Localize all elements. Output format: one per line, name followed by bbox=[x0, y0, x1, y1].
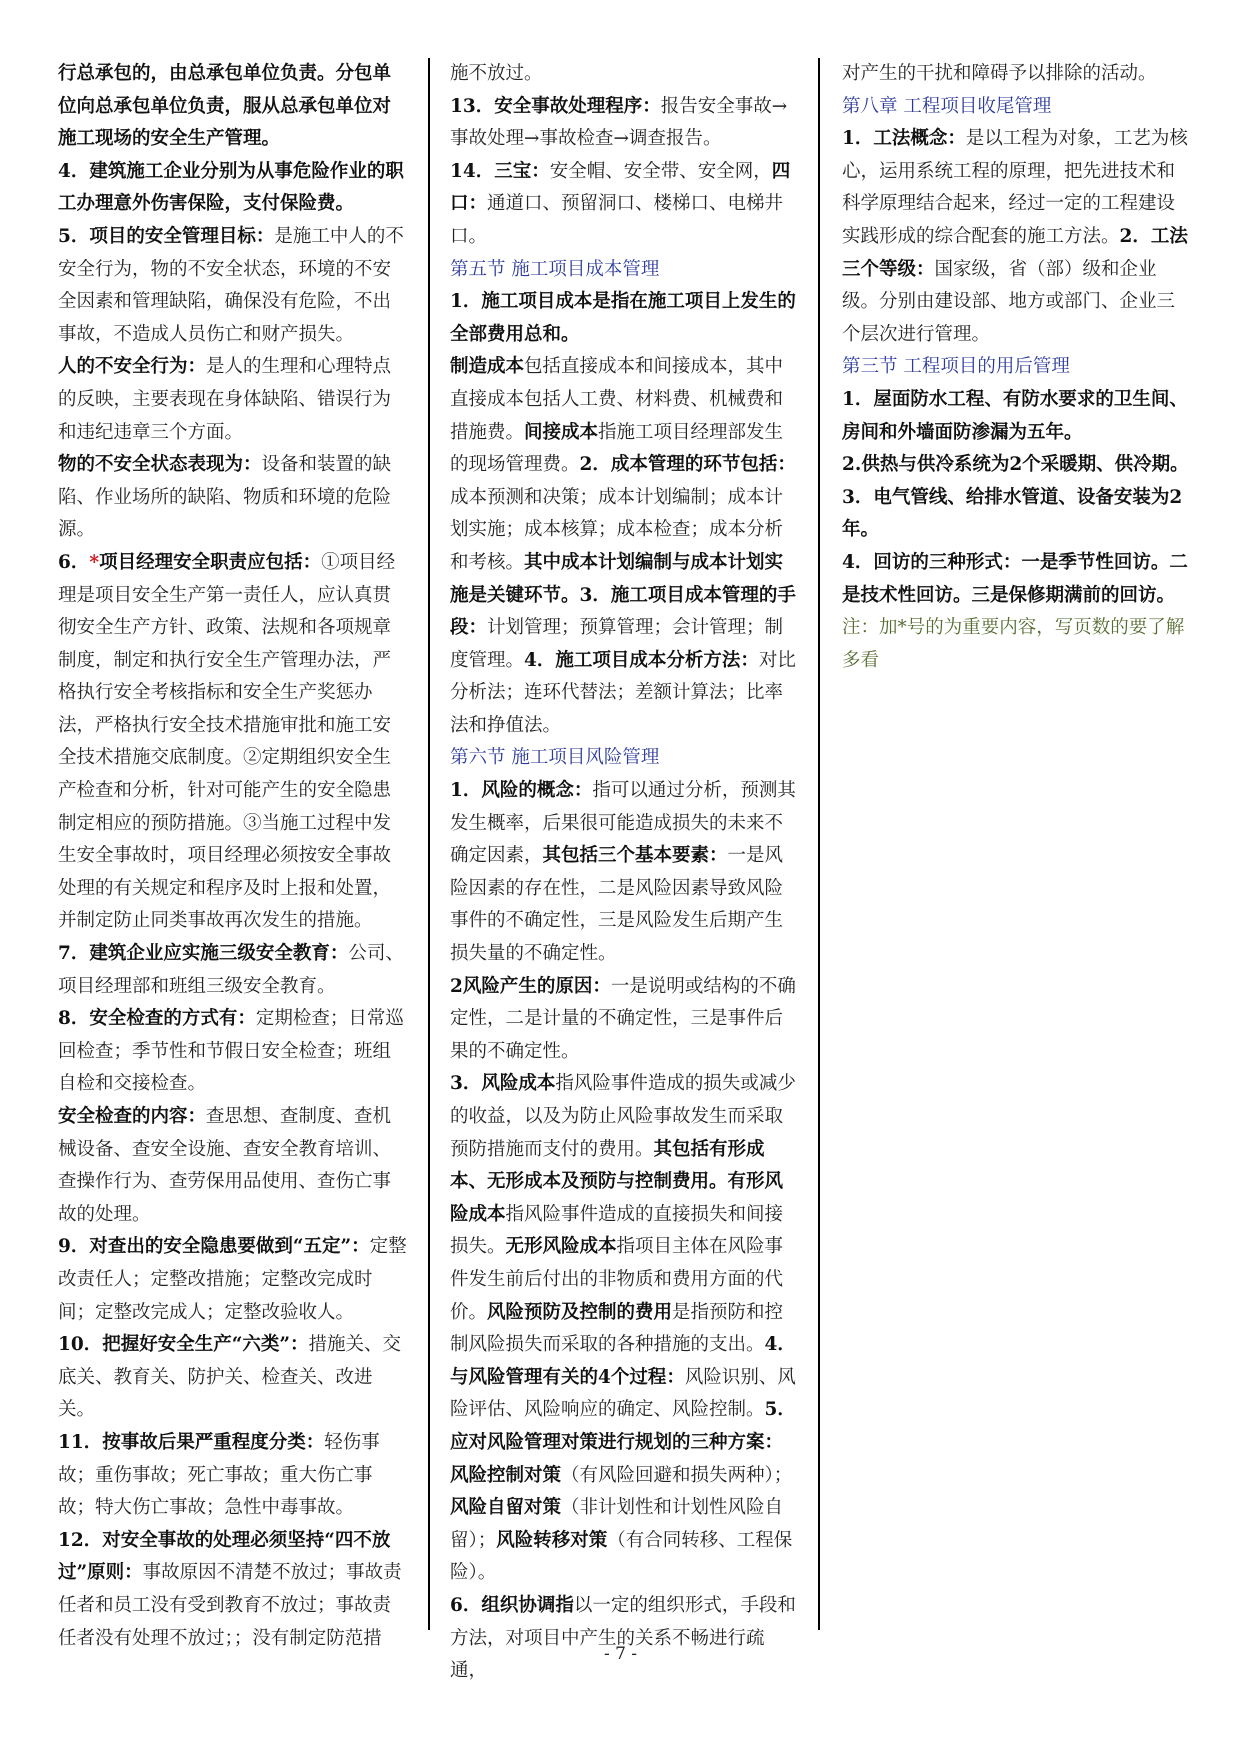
paragraph: 2风险产生的原因：一是说明或结构的不确定性，二是计量的不确定性，三是事件后果的不确定性。 bbox=[450, 975, 796, 1062]
paragraph: 8．安全检查的方式有：定期检查；日常巡回检查；季节性和节假日安全检查；班组自检和交接检查。 bbox=[58, 1008, 404, 1095]
paragraph: 2.供热与供冷系统为2个采暖期、供冷期。 bbox=[842, 454, 1189, 476]
paragraph: 4．建筑施工企业分别为从事危险作业的职工办理意外伤害保险，支付保险费。 bbox=[58, 160, 404, 215]
section-heading: 第六节 施工项目风险管理 bbox=[450, 747, 660, 769]
paragraph: 6．*项目经理安全职责应包括：①项目经理是项目安全生产第一责任人，应认真贯彻安全生产方针、政策、法规和各项规章制度，制定和执行安全生产管理办法，严格执行安全考核指标和安全生产奖惩办法，严格执行安全技术措施审批和施工安全技术措施交底制度。②定期组织安全生产检查和分析，针对可能产生的安全隐患制定相应的预防措施。③当施工过程中发生安全事故时，项目经理必须按安全事故处理的有关规定和程序及时上报和处置，并制定防止同类事故再次发生的措施。 bbox=[58, 551, 396, 932]
paragraph: 1．风险的概念：指可以通过分析，预测其发生概率，后果很可能造成损失的未来不确定因素，其包括三个基本要素：一是风险因素的存在性，二是风险因素导致风险事件的不确定性，三是风险发生后期产生损失量的不确定性。 bbox=[450, 780, 796, 965]
column-divider bbox=[818, 58, 820, 1630]
paragraph: 13．安全事故处理程序：报告安全事故→事故处理→事故检查→调查报告。 bbox=[450, 95, 788, 150]
paragraph: 1．屋面防水工程、有防水要求的卫生间、房间和外墙面防渗漏为五年。 bbox=[842, 388, 1188, 443]
paragraph: 安全检查的内容：查思想、查制度、查机械设备、查安全设施、查安全教育培训、查操作行为、查劳保用品使用、查伤亡事故的处理。 bbox=[58, 1106, 392, 1225]
paragraph: 3．电气管线、给排水管道、设备安装为2年。 bbox=[842, 486, 1183, 541]
section-heading: 第三节 工程项目的用后管理 bbox=[842, 356, 1070, 378]
paragraph: 3．风险成本指风险事件造成的损失或减少的收益，以及为防止风险事故发生而采取预防措施而支付的费用。其包括有形成本、无形成本及预防与控制费用。有形风险成本指风险事件造成的直接损失和间接损失。无形风险成本指项目主体在风险事件发生前后付出的非物质和费用方面的代价。风险预防及控制的费用是指预防和控制风险损失而采取的各种措施的支出。4．与风险管理有关的4个过程：风险识别、风险评估、风险响应的确定、风险控制。5．应对风险管理对策进行规划的三种方案：风险控制对策（有风险回避和损失两种）；风险自留对策（非计划性和计划性风险自留）；风险转移对策（有合同转移、工程保险）。 bbox=[450, 1073, 796, 1584]
paragraph: 10．把握好安全生产“六类”：措施关、交底关、教育关、防护关、检查关、改进关。 bbox=[58, 1334, 402, 1421]
chapter-heading: 第八章 工程项目收尾管理 bbox=[842, 95, 1052, 117]
column-divider bbox=[428, 58, 430, 1630]
paragraph: 11．按事故后果严重程度分类：轻伤事故；重伤事故；死亡事故；重大伤亡事故；特大伤亡事故；急性中毒事故。 bbox=[58, 1431, 380, 1519]
paragraph: 14．三宝：安全帽、安全带、安全网，四口：通道口、预留洞口、楼梯口、电梯井口。 bbox=[450, 160, 791, 247]
paragraph: 6．组织协调指以一定的组织形式，手段和方法，对项目中产生的关系不畅进行疏通， bbox=[450, 1594, 796, 1682]
paragraph: 1．工法概念：是以工程为对象，工艺为核心，运用系统工程的原理，把先进技术和科学原理结合起来，经过一定的工程建设实践形成的综合配套的施工方法。2．工法三个等级：国家级，省（部）级和企业级。分别由建设部、地方或部门、企业三个层次进行管理。 bbox=[842, 128, 1188, 345]
page-number: - 7 - bbox=[603, 1644, 638, 1664]
paragraph: 物的不安全状态表现为：设备和装置的缺陷、作业场所的缺陷、物质和环境的危险源。 bbox=[58, 454, 392, 541]
paragraph: 对产生的干扰和障碍予以排除的活动。 bbox=[842, 63, 1157, 84]
paragraph: 人的不安全行为：是人的生理和心理特点的反映，主要表现在身体缺陷、错误行为和违纪违章三个方面。 bbox=[58, 356, 392, 443]
note: 注：加*号的为重要内容，写页数的要了解多看 bbox=[842, 617, 1185, 671]
paragraph: 7．建筑企业应实施三级安全教育：公司、项目经理部和班组三级安全教育。 bbox=[58, 943, 404, 997]
paragraph: 施不放过。 bbox=[450, 63, 543, 84]
paragraph: 4．回访的三种形式：一是季节性回访。二是技术性回访。三是保修期满前的回访。 bbox=[842, 551, 1188, 606]
column-1 bbox=[58, 58, 408, 1655]
paragraph: 5．项目的安全管理目标：是施工中人的不安全行为，物的不安全状态，环境的不安全因素和管理缺陷，确保没有危险，不出事故，不造成人员伤亡和财产损失。 bbox=[58, 225, 404, 345]
paragraph: 12．对安全事故的处理必须坚持“四不放过”原则：事故原因不清楚不放过；事故责任者和员工没有受到教育不放过；事故责任者没有处理不放过；；没有制定防范措 bbox=[58, 1529, 402, 1649]
section-heading: 第五节 施工项目成本管理 bbox=[450, 258, 660, 280]
paragraph: 行总承包的，由总承包单位负责。分包单位向总承包单位负责，服从总承包单位对施工现场的安全生产管理。 bbox=[58, 63, 392, 150]
column-3 bbox=[842, 58, 1192, 677]
important-star-icon: * bbox=[89, 551, 100, 573]
column-2 bbox=[450, 58, 800, 1688]
paragraph: 9．对查出的安全隐患要做到“五定”：定整改责任人；定整改措施；定整改完成时间；定整改完成人；定整改验收人。 bbox=[58, 1236, 407, 1323]
paragraph: 制造成本包括直接成本和间接成本，其中直接成本包括人工费、材料费、机械费和措施费。间接成本指施工项目经理部发生的现场管理费。2．成本管理的环节包括：成本预测和决策；成本计划编制；成本计划实施；成本核算；成本检查；成本分析和考核。其中成本计划编制与成本计划实施是关键环节。3．施工项目成本管理的手段：计划管理；预算管理；会计管理；制度管理。4．施工项目成本分析方法：对比分析法；连环代替法；差额计算法；比率法和挣值法。 bbox=[450, 356, 796, 736]
paragraph: 1．施工项目成本是指在施工项目上发生的全部费用总和。 bbox=[450, 291, 796, 345]
